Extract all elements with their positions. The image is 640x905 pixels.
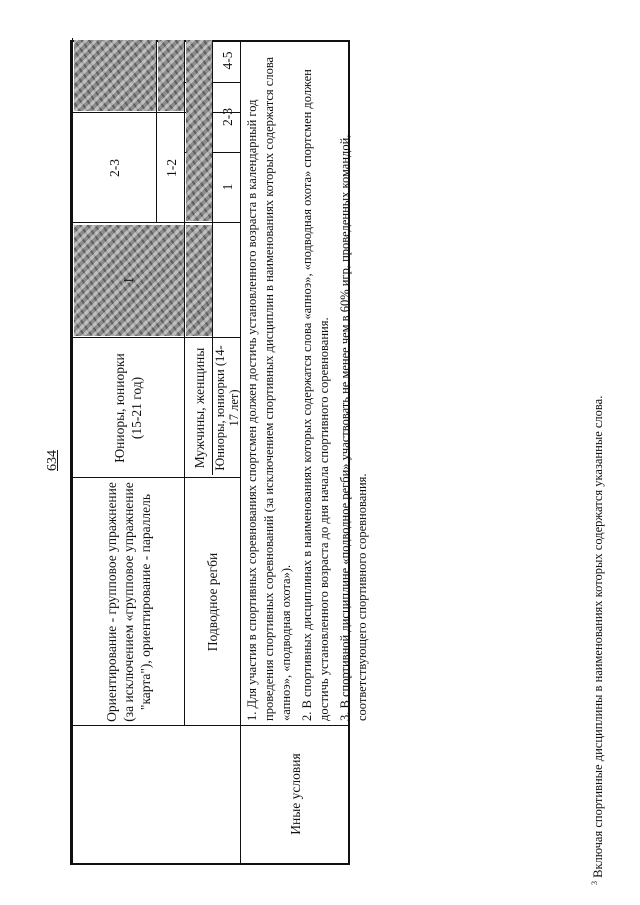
footnote-text: Включая спортивные дисциплины в наименованиях которых содержатся указанные слова. (591, 395, 606, 878)
value-cell: 2-3 (219, 108, 235, 126)
value-cell: 4-5 (219, 51, 235, 70)
condition-item: 3. В спортивной дисциплине «подводное регби» участвовать не менее чем в 60% игр, проведенных командой, соответствующего спортивного соревнования. (338, 134, 369, 721)
category-juniors-15-21: Юниоры, юниорки (15-21 год) (112, 353, 144, 463)
value-cell: 1 (219, 183, 235, 191)
footnote (590, 396, 606, 885)
value-cell: 2-3 (106, 159, 122, 177)
discipline-underwater-rugby: Подводное регби (204, 552, 220, 652)
category-juniors-14-17: Юниоры, юниорки (14-17 лет) (213, 345, 241, 471)
other-conditions-text (244, 45, 375, 721)
shaded-cell (186, 225, 212, 336)
other-conditions-label: Иные условия (287, 753, 303, 835)
shaded-cell (158, 40, 184, 111)
shaded-cell (186, 40, 212, 221)
value-text: 1-2 (163, 159, 179, 177)
shaded-cell (74, 40, 156, 111)
value-cell: 1 (120, 277, 136, 284)
condition-item: 2. В спортивных дисциплинах в наименованиях которых содержатся слова «апноэ», «подводная охота» спортсмен должен достичь установленного возраста до дня начала спортивного соревнования. (300, 69, 331, 721)
value-cell (158, 115, 184, 221)
discipline-orienteering: Ориентирование - групповое упражнение (за исключением «групповое упражнение "карта"), ориентирование - параллель (103, 482, 153, 722)
requirements-table (70, 40, 369, 865)
page-number: 634 (45, 450, 60, 471)
footnote-marker: 3 (590, 881, 599, 885)
category-men-women: Мужчины, женщины (191, 347, 207, 469)
condition-item: 1. Для участия в спортивных соревнованиях спортсмен должен достичь установленного возраста в календарный год проведения спортивных соревнований (за исключением спортивных дисциплин в наименованиях которых содержатся слова «апноэ», «подводная охота»). (245, 56, 293, 721)
